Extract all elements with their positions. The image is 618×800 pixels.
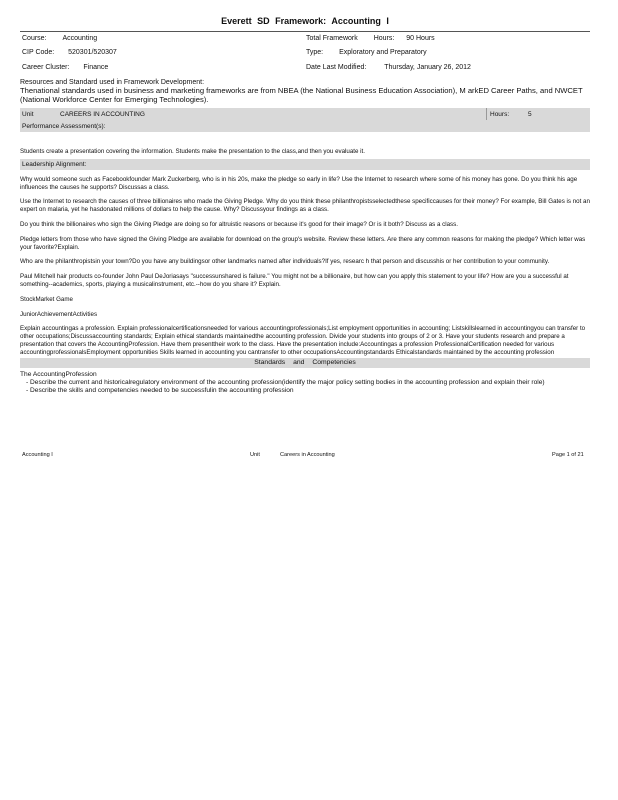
activity-paragraph: StockMarket Game [20,295,73,303]
leadership-alignment-label: Leadership Alignment: [22,160,87,168]
activity-paragraph: Do you think the billionaires who sign the Giving Pledge are doing so for altruistic reasons or because it's good for their image? Or is it both? Discuss as a class. [20,220,458,228]
resources-text: Thenational standards used in business and marketing frameworks are from NBEA (the National Business Education Association), M arkED Career Paths, and NWCET (National Workforce Center for Emerging Technologies). [20,86,583,104]
activity-paragraph: Explain accountingas a profession. Explain professionalcertificationsneeded for various accountingprofessionals;List employment opportunities in accounting; Listskillslearned in accountingyou can transfer to other occupations;Discussaccounting standards; Explain ethical standards maintainedthe accounting profession. Divide your students into groups of 2 or 3. Have your students research and prepare a presentation that covers the AccountingProfession. Have them presenttheir work to the class. Have the presentation include:Accountingas a profession ProfessionalCertification needed for various accountingprofessionalsEmployment opportunities Skills learned in accounting you cantransfer to other occupationsAccountingstandards Ethicalstandards maintained by the accounting profession [20,325,586,356]
total-hours-row [306,35,435,42]
cluster-row [22,64,108,71]
cip-value: 520301/520307 [68,49,117,56]
unit-name: CAREERS IN ACCOUNTING [60,111,145,118]
hours-divider-line [486,108,487,120]
standards-list [20,379,590,395]
cip-row [22,49,117,56]
date-value: Thursday, January 26, 2012 [384,64,471,71]
footer-page-number: Page 1 of 21 [552,452,584,458]
activity-paragraph: Pledge letters from those who have signed the Giving Pledge are available for download on the group's website. Review these letters. Are there any common reasons for making the pledge? Which letter was your favorite?Explain. [20,235,586,251]
unit-bar [20,108,590,132]
resources-label: Resources and Standard used in Framework Development: [20,79,205,86]
performance-assessment-label: Performance Assessment(s): [22,123,106,130]
activity-paragraph: Why would someone such as Facebookfounder Mark Zuckerberg, who is in his 20s, make the pledge so early in life? Use the Internet to research where some of his money has gone. Do you think his age influences the causes he supports? Discussas a class. [20,175,578,191]
course-row [22,35,97,42]
activity-paragraph: Who are the philanthropistsin your town?Do you have any buildingsor other landmarks named after individuals?If yes, researc h that person and discusshis or her contribution to your community. [20,258,550,266]
cluster-value: Finance [83,64,109,71]
unit-label: Unit [22,111,34,118]
assessment-text: Students create a presentation covering the information. Students make the presentation to the class,and then you evaluate it. [20,148,365,155]
type-value: Exploratory and Preparatory [339,49,427,56]
hours-value: 90 Hours [406,35,435,42]
standard-item: - Describe the skills and competencies needed to be successfulin the accounting profession [26,386,294,394]
date-row [306,64,471,71]
unit-hours-value: 5 [528,111,532,118]
footer-unit-name: Careers in Accounting [280,452,335,458]
activity-paragraph: JuniorAchievementActivities [20,310,98,318]
framework-title: Everett SD Framework: Accounting I [20,14,590,32]
footer-unit-label: Unit [250,452,260,458]
footer-course: Accounting I [22,452,53,458]
course-label: Course: [22,35,47,42]
document-page [20,14,590,395]
cluster-label: Career Cluster: [22,64,70,71]
type-row [306,49,427,56]
unit-hours-label: Hours: [490,111,510,118]
activity-paragraph: Paul Mitchell hair products co-founder John Paul DeJoriasays "successunshared is failure." You might not be a billionaire, but how can you apply this statement to your life? How are you a successful at something--academics, sports, playing a musicalinstrument, etc.--how do you share it? Explain. [20,273,569,288]
leadership-alignment-bar [20,159,590,170]
standards-section-title: The AccountingProfession [20,370,97,378]
framework-metadata [20,32,590,78]
standards-header: Standards and Competencies [20,358,590,368]
type-label: Type: [306,49,324,56]
cip-label: CIP Code: [22,49,55,56]
date-label: Date Last Modified: [306,64,367,71]
total-framework-label: Total Framework [306,35,358,42]
hours-label: Hours: [373,35,395,42]
standard-item: - Describe the current and historicalregulatory environment of the accounting profession(identify the major policy setting bodies in the accounting profession and explain their role) [26,378,545,386]
course-value: Accounting [62,35,98,42]
activity-paragraph: Use the Internet to research the causes of three billionaires who made the Giving Pledge. Why do you think these philanthropistsselectedthese specificcauses for their money? For example, Bill Gates is not an expert on malaria, yet he hasdonated millions of dollars to help the cause. Why? Discussyour findings as a class. [20,198,590,214]
